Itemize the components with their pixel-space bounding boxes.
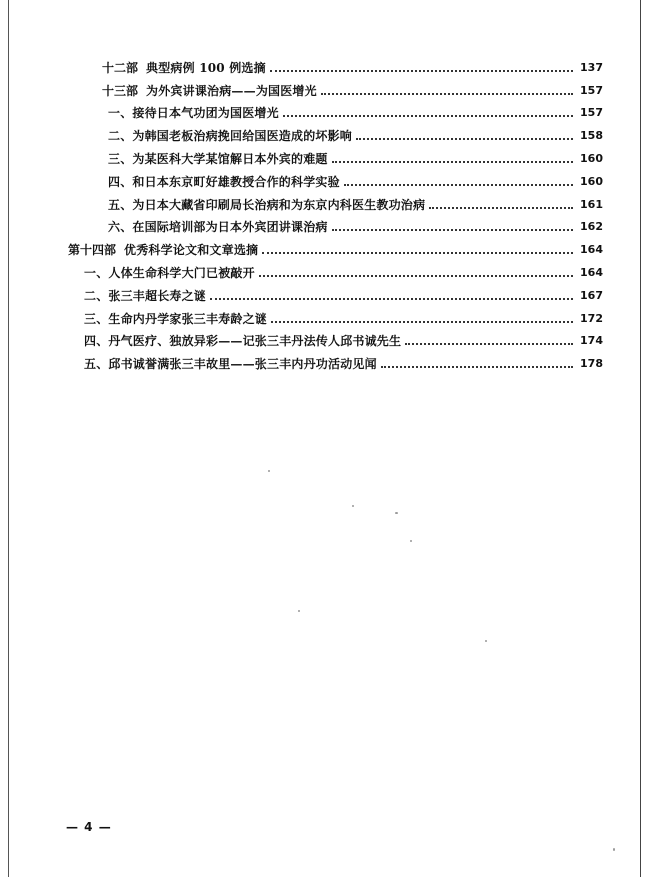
dot-leader: [270, 70, 573, 72]
toc-page-number: 157: [580, 83, 603, 97]
toc-entry: [68, 257, 603, 280]
toc-entry-title: 二、为韩国老板治病挽回给国医造成的坏影响: [108, 129, 353, 144]
scan-speck: [268, 470, 270, 472]
toc-page-number: 160: [580, 151, 603, 165]
page-right-edge: [640, 0, 641, 877]
toc-page-number: 137: [580, 60, 603, 74]
scan-speck: [485, 640, 487, 642]
toc-entry: [68, 234, 603, 257]
scan-speck: [352, 505, 354, 507]
dot-leader: [332, 229, 573, 231]
toc-entry-label: [84, 334, 401, 348]
dot-leader: [405, 343, 573, 345]
table-of-contents: [68, 52, 603, 371]
dot-leader: [321, 93, 573, 95]
toc-entry: [68, 189, 603, 212]
toc-entry: [68, 326, 603, 349]
dot-leader: [259, 275, 573, 277]
scan-speck: [410, 540, 412, 542]
toc-entry: [68, 303, 603, 326]
dot-leader: [381, 366, 573, 368]
toc-entry-title: 四、丹气医疗、独放异彩——记张三丰丹法传人邱书诚先生: [84, 334, 402, 349]
toc-part-number: 第十四部: [68, 243, 117, 258]
toc-page-number: 164: [580, 243, 603, 257]
toc-entry-title: 优秀科学论文和文章选摘: [124, 243, 259, 258]
scan-speck: [298, 610, 300, 612]
toc-entry-title: 典型病例 100 例选摘: [146, 60, 266, 75]
toc-entry-title: 二、张三丰超长寿之谜: [84, 288, 207, 303]
scan-speck: [613, 848, 615, 851]
toc-entry-label: [108, 129, 352, 143]
toc-entry-label: [102, 61, 266, 75]
toc-entry-label: [84, 312, 267, 326]
toc-entry-label: [84, 289, 206, 303]
toc-entry-label: [84, 357, 377, 371]
toc-entry-title: 五、邱书诚誉满张三丰故里——张三丰内丹功活动见闻: [84, 357, 377, 372]
toc-entry-title: 一、人体生命科学大门已被敲开: [84, 265, 255, 280]
toc-entry-title: 三、为某医科大学某馆解日本外宾的难题: [108, 151, 328, 166]
toc-entry: [68, 212, 603, 235]
dot-leader: [262, 252, 573, 254]
toc-page-number: 157: [580, 106, 603, 120]
toc-entry: [68, 143, 603, 166]
toc-page-number: 178: [580, 357, 603, 371]
dot-leader: [344, 184, 573, 186]
toc-entry-label: [84, 266, 255, 280]
toc-entry-label: [108, 106, 279, 120]
toc-entry-title: 六、在国际培训部为日本外宾团讲课治病: [108, 220, 328, 235]
toc-entry-title: 四、和日本东京町好雄教授合作的科学实验: [108, 174, 340, 189]
toc-entry-label: [68, 243, 258, 257]
toc-entry: [68, 166, 603, 189]
toc-entry-label: [108, 220, 328, 234]
toc-page-number: 161: [580, 197, 603, 211]
dot-leader: [210, 298, 573, 300]
toc-entry: [68, 75, 603, 98]
toc-entry-label: [108, 175, 340, 189]
toc-page-number: 160: [580, 174, 603, 188]
toc-entry-label: [108, 198, 425, 212]
toc-entry: [68, 120, 603, 143]
toc-entry-title: 为外宾讲课治病——为国医增光: [146, 83, 317, 98]
toc-entry-label: [102, 84, 317, 98]
page-folio: — 4 —: [66, 820, 112, 834]
toc-part-number: 十二部: [102, 60, 139, 75]
dot-leader: [429, 207, 573, 209]
toc-entry: [68, 98, 603, 121]
toc-page-number: 167: [580, 288, 603, 302]
dot-leader: [332, 161, 573, 163]
scan-speck: [395, 512, 398, 514]
toc-page-number: 164: [580, 265, 603, 279]
toc-page-number: 158: [580, 129, 603, 143]
dot-leader: [271, 321, 573, 323]
toc-entry: [68, 348, 603, 371]
toc-entry-label: [108, 152, 328, 166]
toc-entry-title: 三、生命内丹学家张三丰寿龄之谜: [84, 311, 268, 326]
dot-leader: [283, 115, 573, 117]
toc-page-number: 162: [580, 220, 603, 234]
dot-leader: [356, 138, 573, 140]
toc-entry: [68, 280, 603, 303]
toc-entry: [68, 52, 603, 75]
toc-entry-title: 一、接待日本气功团为国医增光: [108, 106, 279, 121]
toc-part-number: 十三部: [102, 83, 139, 98]
toc-page-number: 174: [580, 334, 603, 348]
page-left-edge: [8, 0, 9, 877]
toc-page-number: 172: [580, 311, 603, 325]
toc-entry-title: 五、为日本大藏省印刷局长治病和为东京内科医生教功治病: [108, 197, 426, 212]
